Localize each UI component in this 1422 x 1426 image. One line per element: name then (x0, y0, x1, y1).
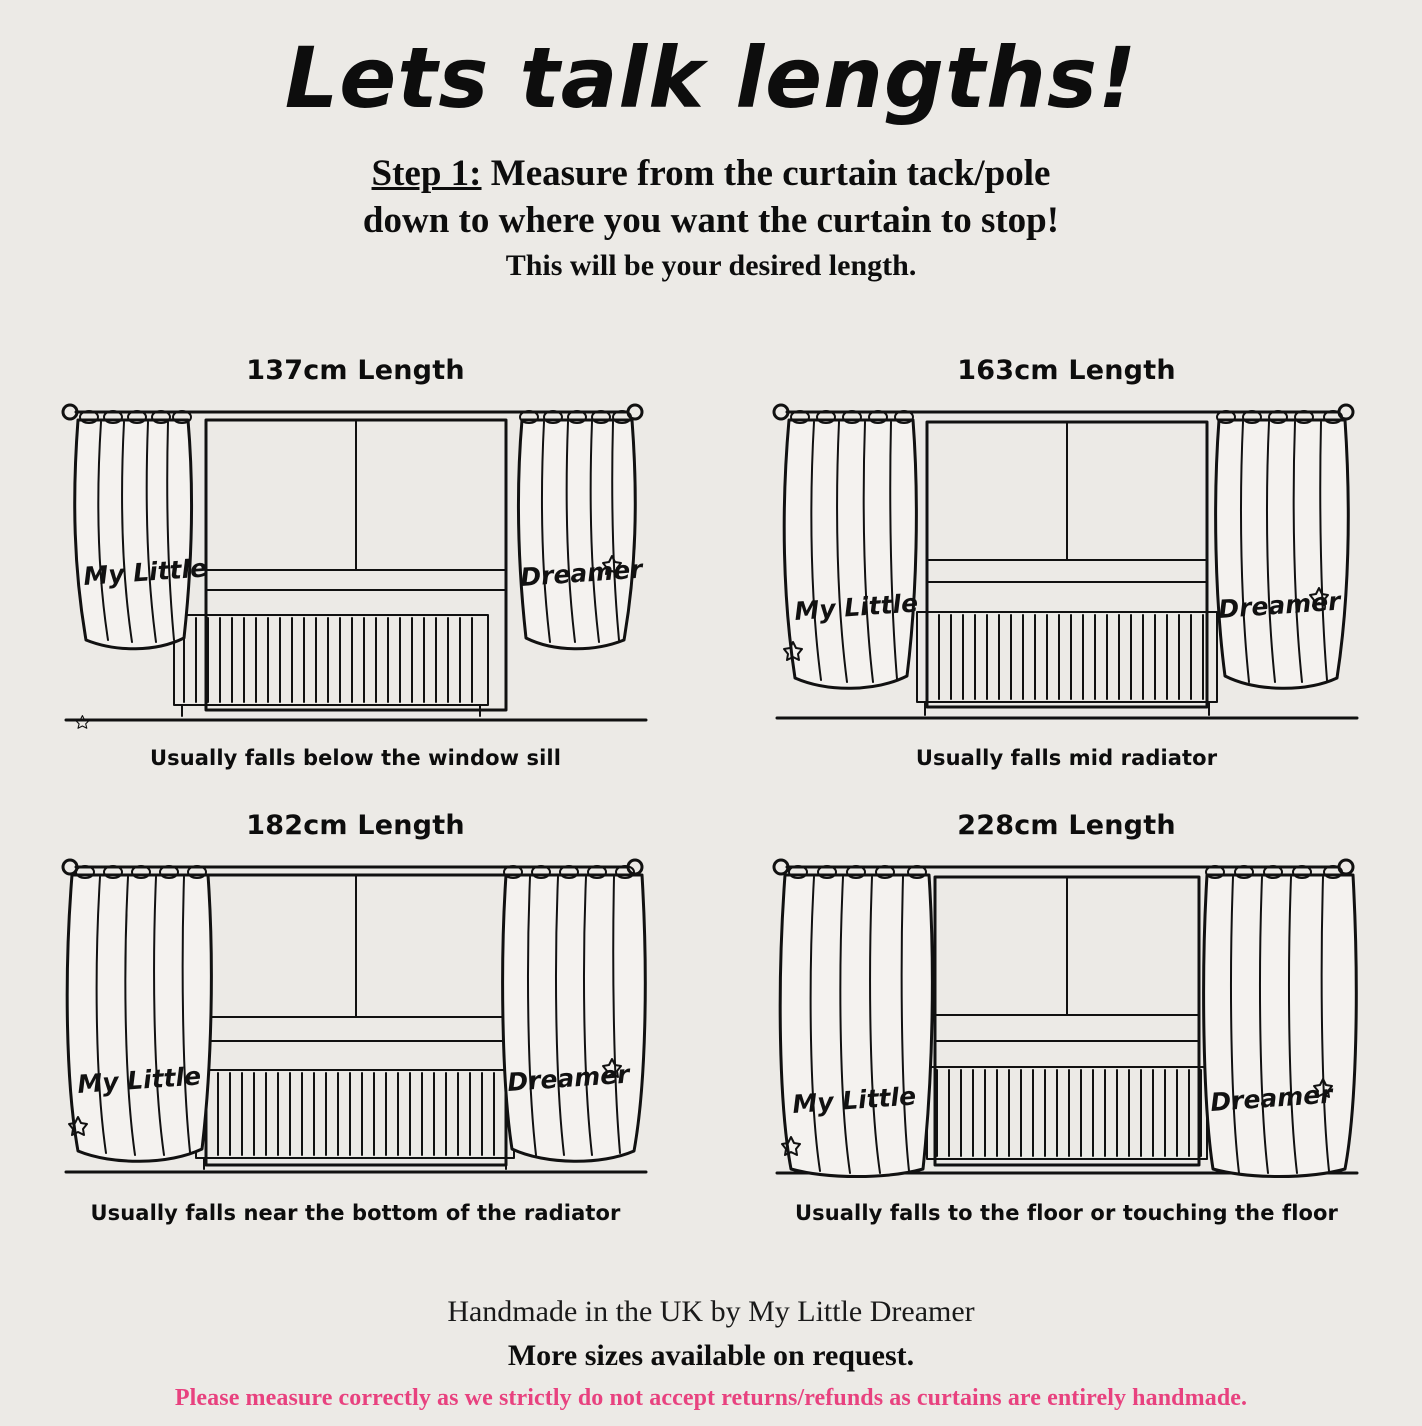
page-title: Lets talk lengths! (284, 29, 1138, 127)
step-line-3: This will be your desired length. (505, 248, 917, 282)
brand-text-right: Dreamer (1208, 1079, 1333, 1117)
brand-text-left: My Little (75, 1061, 202, 1099)
length-diagram-grid (0, 355, 1422, 1265)
diagram-card-228cm (711, 810, 1422, 1265)
diagram-caption-137cm: Usually falls below the window sill (149, 746, 562, 770)
diagram-caption-163cm: Usually falls mid radiator (915, 746, 1218, 770)
footer-handmade-line: Handmade in the UK by My Little Dreamer (447, 1295, 975, 1328)
brand-text-left: My Little (790, 1081, 917, 1119)
diagram-title-182cm: 182cm Length (246, 810, 465, 841)
diagram-title-137cm: 137cm Length (246, 355, 465, 386)
step-instructions (0, 150, 1422, 283)
brand-text-right: Dreamer (518, 554, 643, 592)
step-line-2: down to where you want the curtain to stop! (362, 200, 1060, 242)
curtain-illustration-163cm (767, 390, 1367, 740)
step-line-1 (0, 150, 1422, 197)
footer-warning-line: Please measure correctly as we strictly do not accept returns/refunds as curtains are entirely handmade. (174, 1385, 1248, 1411)
brand-text-right: Dreamer (505, 1059, 630, 1097)
brand-text-left: My Little (81, 553, 208, 591)
diagram-caption-182cm: Usually falls near the bottom of the radiator (90, 1201, 621, 1225)
brand-text-right: Dreamer (1216, 586, 1341, 624)
diagram-caption-228cm: Usually falls to the floor or touching the floor (794, 1201, 1339, 1225)
diagram-title-163cm: 163cm Length (957, 355, 1176, 386)
footer-more-sizes-line: More sizes available on request. (507, 1339, 915, 1372)
step-label: Step 1: (371, 153, 482, 194)
step-line-1-rest: Measure from the curtain tack/pole (481, 153, 1051, 194)
footer (0, 1295, 1422, 1426)
diagram-card-182cm (0, 810, 711, 1265)
diagram-card-137cm (0, 355, 711, 810)
curtain-illustration-182cm (56, 845, 656, 1195)
diagram-card-163cm (711, 355, 1422, 810)
diagram-title-228cm: 228cm Length (957, 810, 1176, 841)
curtain-illustration-228cm (767, 845, 1367, 1195)
brand-text-left: My Little (792, 588, 919, 626)
curtain-illustration-137cm (56, 390, 656, 740)
